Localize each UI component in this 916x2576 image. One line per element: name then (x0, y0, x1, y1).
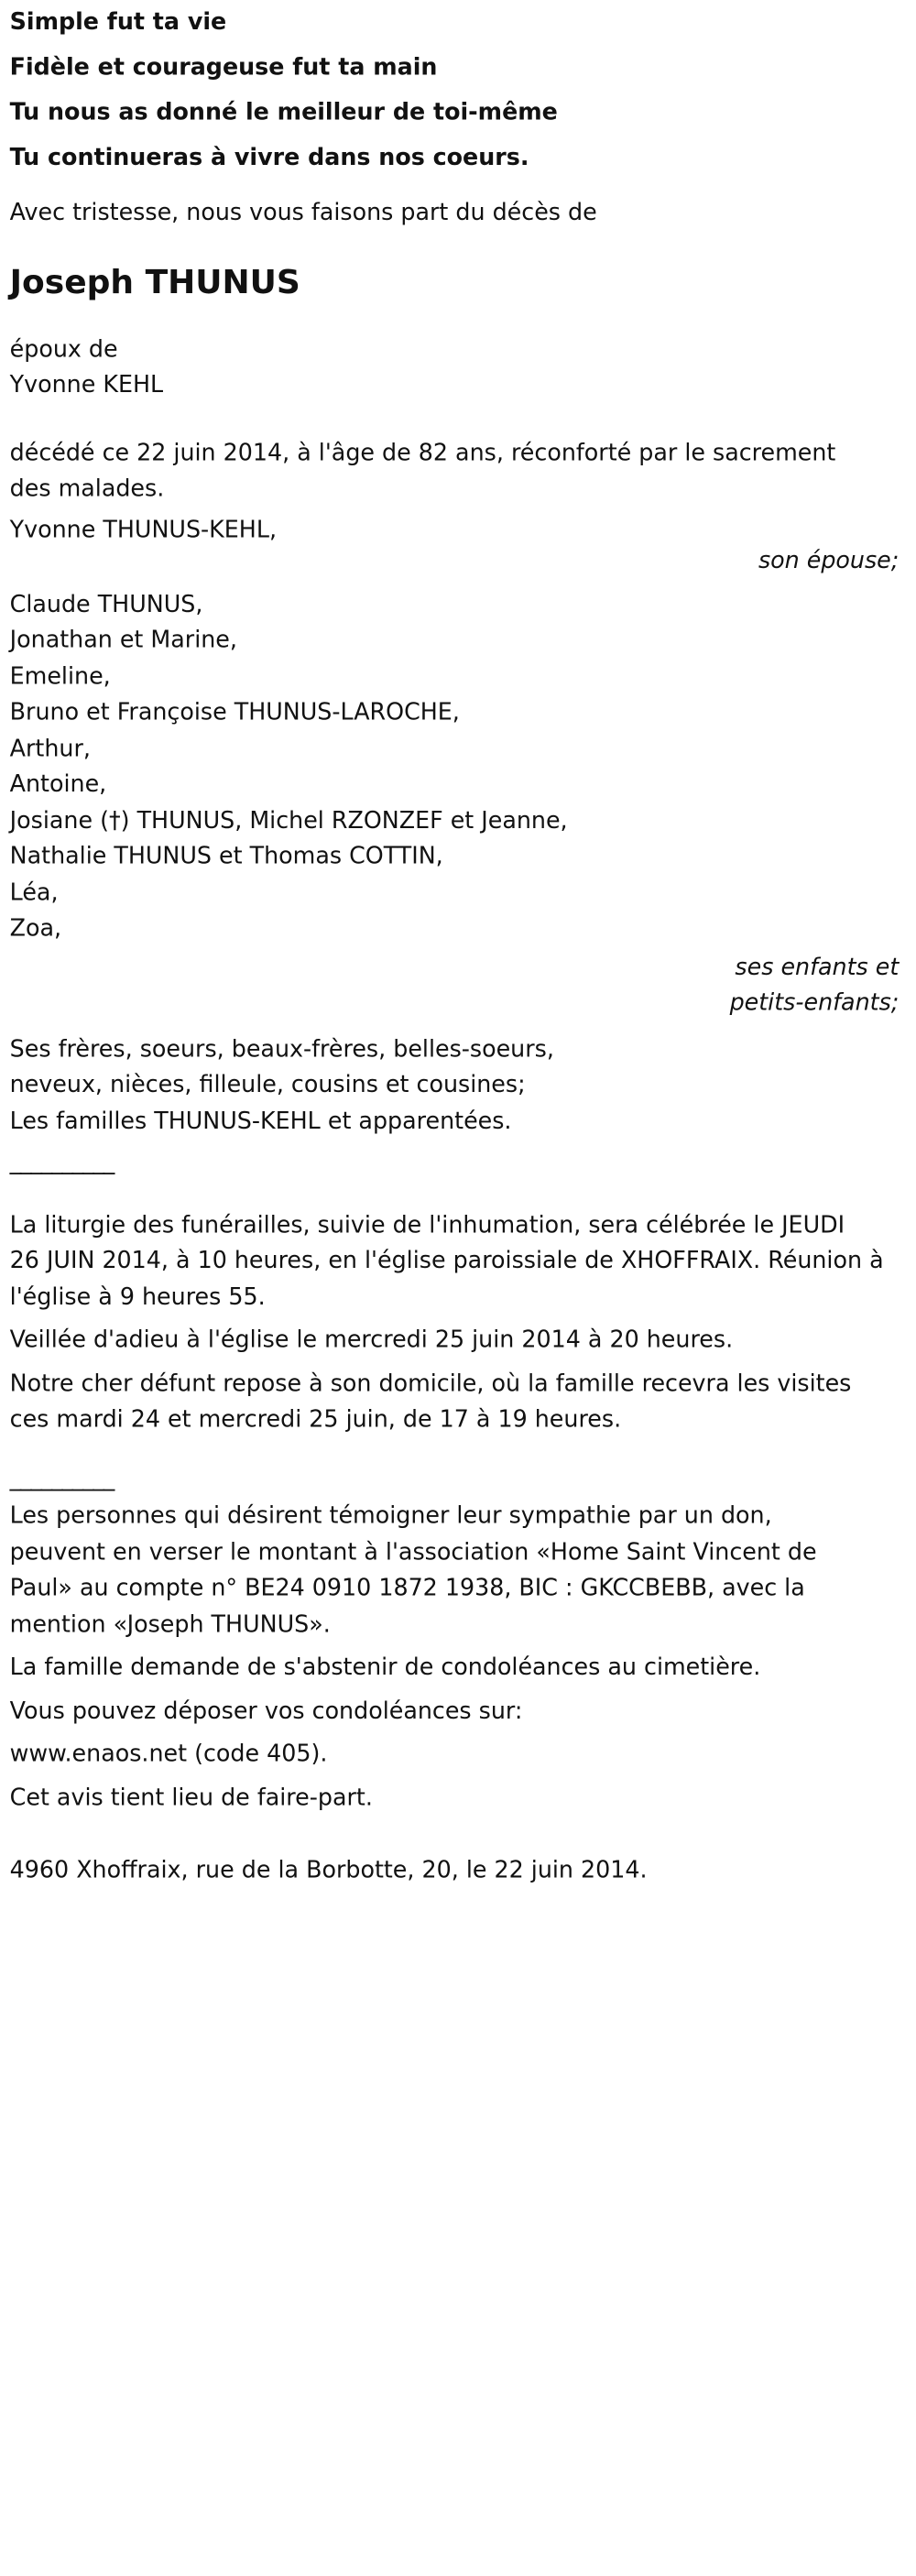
family-member: Léa, (9, 879, 59, 906)
poem (10, 0, 900, 180)
children-role: petits-enfants; (729, 988, 900, 1017)
family-member: Zoa, (9, 914, 62, 942)
family-member: Claude THUNUS, (9, 590, 203, 617)
spouse-name: Yvonne KEHL (9, 371, 164, 398)
signature-address: 4960 Xhoffraix, rue de la Borbotte, 20, le 22 juin 2014. (9, 1856, 648, 1883)
faire-part-note: Cet avis tient lieu de faire-part. (9, 1784, 373, 1811)
poem-line: Tu nous as donné le meilleur de toi-même (9, 98, 558, 126)
online-condolences-site: www.enaos.net (code 405). (9, 1740, 328, 1768)
intro-text: Avec tristesse, nous vous faisons part du décès de (9, 199, 597, 226)
family-member: Bruno et Françoise THUNUS-LAROCHE, (9, 698, 460, 726)
family-list (10, 512, 900, 1140)
family-member: Antoine, (9, 770, 107, 798)
liturgy-line: La liturgie des funérailles, suivie de l'inhumation, sera célébrée le JEUDI (9, 1210, 845, 1239)
visits-line: ces mardi 24 et mercredi 25 juin, de 17 à 19 heures. (9, 1405, 622, 1433)
vigil-text: Veillée d'adieu à l'église le mercredi 25 juin 2014 à 20 heures. (9, 1326, 734, 1354)
donation-line: peuvent en verser le montant à l'association «Home Saint Vincent de (9, 1538, 817, 1566)
family-member: Nathalie THUNUS et Thomas COTTIN, (9, 842, 443, 870)
deceased-name: Joseph THUNUS (9, 263, 300, 301)
donation-line: mention «Joseph THUNUS». (9, 1610, 331, 1638)
family-other: Les familles THUNUS-KEHL et apparentées. (9, 1107, 512, 1134)
poem-line: Fidèle et courageuse fut ta main (9, 53, 438, 81)
family-member: Arthur, (9, 734, 91, 762)
online-condolences-intro: Vous pouvez déposer vos condoléances sur: (9, 1697, 523, 1724)
death-line: des malades. (9, 475, 165, 502)
liturgy-line: l'église à 9 heures 55. (9, 1283, 266, 1310)
children-role: ses enfants et (735, 953, 900, 980)
donation-details (10, 1499, 900, 1643)
family-member: Emeline, (9, 662, 111, 690)
separator: __________ (9, 1463, 114, 1491)
family-member: Josiane (†) THUNUS, Michel RZONZEF et Jeanne, (9, 806, 568, 834)
spouse-of-label: époux de (9, 334, 118, 363)
visits-line: Notre cher défunt repose à son domicile, où la famille recevra les visites (9, 1370, 852, 1397)
death-notice (10, 435, 900, 508)
separator: __________ (9, 1148, 114, 1175)
donation-line: Paul» au compte n° BE24 0910 1872 1938, BIC : GKCCBEBB, avec la (9, 1574, 805, 1601)
obituary-text (10, 0, 900, 1889)
family-other: Ses frères, soeurs, beaux-frères, belles-soeurs, (9, 1034, 554, 1063)
donation-line: Les personnes qui désirent témoigner leur sympathie par un don, (9, 1501, 772, 1530)
condolences-note: La famille demande de s'abstenir de condoléances au cimetière. (9, 1654, 761, 1681)
death-line: décédé ce 22 juin 2014, à l'âge de 82 ans, réconforté par le sacrement (9, 439, 836, 466)
poem-line: Simple fut ta vie (9, 8, 227, 36)
spouse-role: son épouse; (758, 547, 900, 574)
family-spouse-line: Yvonne THUNUS-KEHL, (9, 516, 277, 543)
poem-line: Tu continueras à vivre dans nos coeurs. (9, 144, 529, 171)
family-other: neveux, nièces, filleule, cousins et cousines; (9, 1071, 526, 1098)
liturgy-line: 26 JUIN 2014, à 10 heures, en l'église paroissiale de XHOFFRAIX. Réunion à (9, 1247, 884, 1274)
funeral-details (10, 1207, 900, 1438)
family-member: Jonathan et Marine, (9, 626, 237, 654)
